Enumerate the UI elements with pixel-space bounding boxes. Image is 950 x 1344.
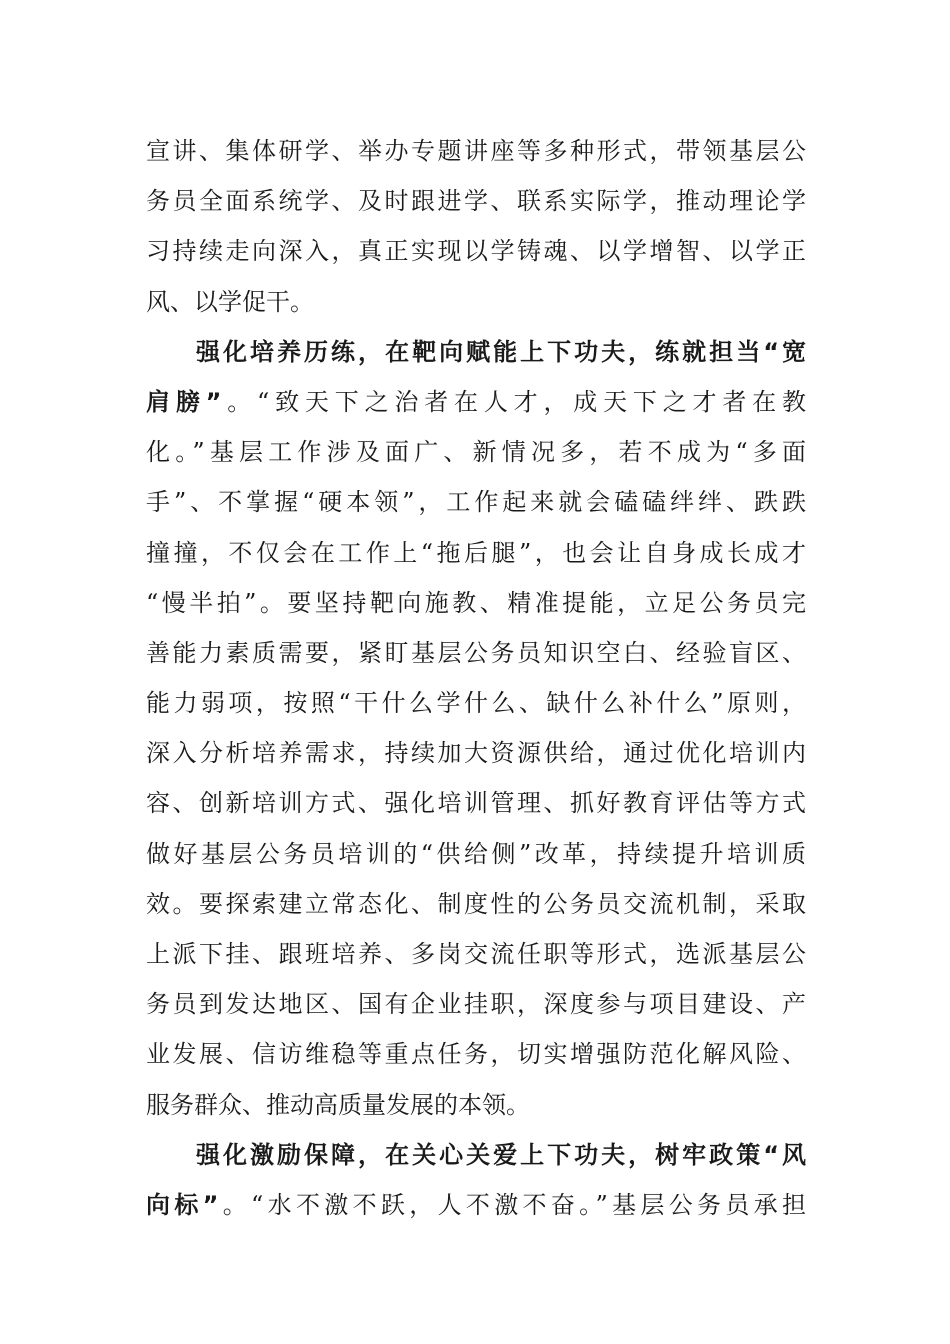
paragraph-3 bbox=[146, 1130, 806, 1230]
text-line: 习持续走向深入，真正实现以学铸魂、以学增智、以学正 bbox=[146, 237, 806, 266]
text-line: 务员全面系统学、及时跟进学、联系实际学，推动理论学 bbox=[146, 187, 806, 216]
text-line: 容、创新培训方式、强化培训管理、抓好教育评估等方式 bbox=[146, 789, 806, 818]
text-line: 善能力素质需要，紧盯基层公务员知识空白、经验盲区、 bbox=[146, 638, 806, 667]
paragraph-1 bbox=[146, 126, 806, 327]
text-line: 能力弱项，按照“干什么学什么、缺什么补什么”原则， bbox=[146, 689, 806, 718]
section-heading-continuation: 向标” bbox=[146, 1190, 219, 1219]
text-line: 宣讲、集体研学、举办专题讲座等多种形式，带领基层公 bbox=[146, 137, 806, 165]
text-line: 务员到发达地区、国有企业挂职，深度参与项目建设、产 bbox=[146, 990, 806, 1019]
text-line bbox=[146, 377, 806, 427]
document-page bbox=[146, 126, 806, 1230]
section-heading: 强化激励保障，在关心关爱上下功夫，树牢政策“风 bbox=[196, 1140, 806, 1169]
text-line: 上派下挂、跟班培养、多岗交流任职等形式，选派基层公 bbox=[146, 940, 806, 968]
section-heading: 强化培养历练，在靶向赋能上下功夫，练就担当“宽 bbox=[196, 337, 806, 366]
text-span: 。“水不激不跃，人不激不奋。”基层公务员承担 bbox=[218, 1190, 806, 1219]
text-line: 做好基层公务员培训的“供给侧”改革，持续提升培训质 bbox=[146, 839, 806, 868]
text-line: 深入分析培养需求，持续加大资源供给，通过优化培训内 bbox=[146, 739, 806, 768]
text-line: 化。”基层工作涉及面广、新情况多，若不成为“多面 bbox=[146, 438, 806, 467]
text-line: 服务群众、推动高质量发展的本领。 bbox=[146, 1090, 530, 1119]
text-line: 手”、不掌握“硬本领”，工作起来就会磕磕绊绊、跌跌 bbox=[146, 488, 806, 517]
text-line: 撞撞，不仅会在工作上“拖后腿”，也会让自身成长成才 bbox=[146, 538, 806, 567]
text-line: 业发展、信访维稳等重点任务，切实增强防范化解风险、 bbox=[146, 1040, 806, 1069]
text-line bbox=[146, 1180, 806, 1230]
paragraph-2 bbox=[146, 327, 806, 1130]
text-line: 效。要探索建立常态化、制度性的公务员交流机制，采取 bbox=[146, 889, 806, 918]
text-span: 。“致天下之治者在人才，成天下之才者在教 bbox=[221, 387, 806, 416]
section-heading-continuation: 肩膀” bbox=[146, 387, 222, 416]
text-line: 风、以学促干。 bbox=[146, 287, 314, 316]
text-line: “慢半拍”。要坚持靶向施教、精准提能，立足公务员完 bbox=[146, 588, 806, 617]
